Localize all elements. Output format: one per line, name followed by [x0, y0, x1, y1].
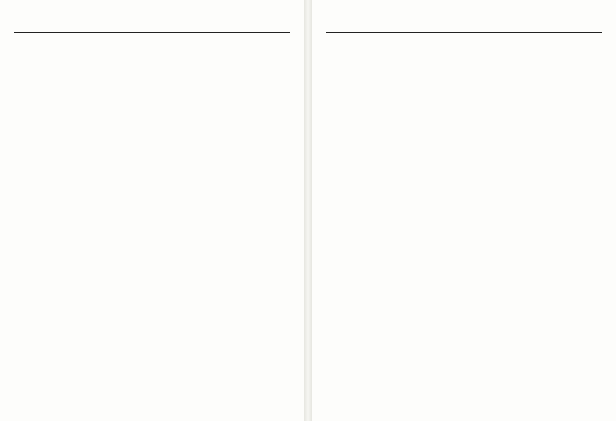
right-page — [312, 0, 616, 421]
right-page-header — [326, 12, 602, 33]
book-gutter — [304, 0, 312, 421]
left-page-header — [14, 12, 290, 33]
left-page — [0, 0, 304, 421]
